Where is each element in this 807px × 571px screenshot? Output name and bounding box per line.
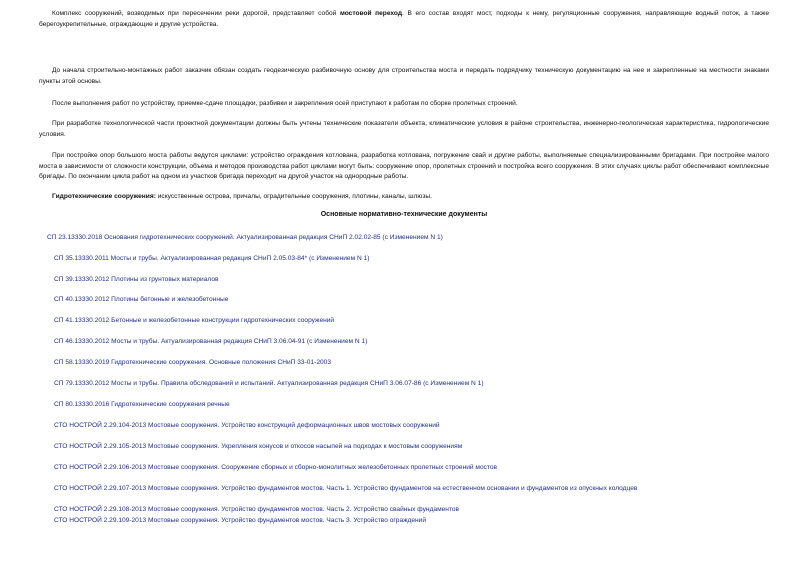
document-link[interactable]: СП 58.13330.2019 Гидротехнические сооружения. Основные положения СНиП 33-01-2003 bbox=[54, 359, 331, 366]
bold-term: Гидротехнические сооружения: bbox=[52, 193, 156, 200]
paragraph-assembly: После выполнения работ по устройству, приемке-сдаче площадки, разбивки и закрепления осей приступают к работам по сборке пролетных строений. bbox=[52, 100, 518, 107]
document-link[interactable]: СТО НОСТРОЙ 2.29.104-2013 Мостовые сооружения. Устройство конструкций деформационных швов мостовых сооружений bbox=[54, 422, 440, 429]
document-link[interactable]: СТО НОСТРОЙ 2.29.108-2013 Мостовые сооружения. Устройство фундаментов мостов. Часть 2. Устройство свайных фундаментов bbox=[54, 506, 460, 513]
document-link[interactable]: СП 40.13330.2012 Плотины бетонные и железобетонные bbox=[54, 296, 229, 303]
paragraph-text: Комплекс сооружений, возводимых при пересечении реки дорогой, представляет собой bbox=[52, 10, 340, 17]
paragraph-geodetic: До начала строительно-монтажных работ заказчик обязан создать геодезическую разбивочную основу для строительства моста и передать подрядчику техническую документацию на нее и закрепленные на местности знаками пункты этой основы. bbox=[39, 67, 769, 85]
document-link[interactable]: СТО НОСТРОЙ 2.29.105-2013 Мостовые сооружения. Укрепления конусов и откосов насыпей на подходах к мостовым сооружениям bbox=[54, 443, 463, 450]
document-link[interactable]: СП 79.13330.2012 Мосты и трубы. Правила обследований и испытаний. Актуализированная редакция СНиП 3.06.07-86 (с Изменением N 1) bbox=[54, 380, 484, 387]
document-link[interactable]: СП 41.13330.2012 Бетонные и железобетонные конструкции гидротехнических сооружений bbox=[54, 317, 335, 324]
document-link[interactable]: СП 23.13330.2018 Основания гидротехнических сооружений. Актуализированная редакция СНиП 2.02.02-85 (с Изменением N 1) bbox=[47, 234, 443, 241]
paragraph-text: . В его состав входят мост, подходы к нему, регуляционные сооружения, направляющие водный поток, а также берегоукрепительные, ограждающие и другие устройства. bbox=[39, 10, 769, 28]
paragraph-design: При разработке технологической части проектной документации должны быть учтены технические показатели объекта, климатические условия в районе строительства, инженерно-геологическая характеристика, гидрологические условия. bbox=[39, 120, 769, 138]
document-link[interactable]: СП 80.13330.2016 Гидротехнические сооружения речные bbox=[54, 401, 230, 408]
document-link[interactable]: СТО НОСТРОЙ 2.29.106-2013 Мостовые сооружения. Сооружение сборных и сборно-монолитных железобетонных пролетных строений мостов bbox=[54, 464, 498, 471]
document-link[interactable]: СТО НОСТРОЙ 2.29.107-2013 Мостовые сооружения. Устройство фундаментов мостов. Часть 1. Устройство фундаментов на естественном основании и фундаментов из опускных колодцев bbox=[54, 485, 638, 492]
paragraph-hydro bbox=[39, 192, 769, 203]
paragraph-bridge-crossing bbox=[39, 9, 769, 30]
paragraph-cycles: При постройке опор большого моста работы ведутся циклами: устройство ограждения котлована, разработка котлована, погружение свай и другие работы, выполняемые специализированными бригадами. При постройке малого моста в зависимости от сложности конструкции, объема и методов производства работ циклами могут быть: сооружение опор, пролетных строений и постройка всего сооружения. В этих случаях циклы работ обеспечивают комплексные бригады. По окончании цикла работ на одном из участков бригада переходит на другой участок на однородные работы. bbox=[39, 152, 769, 181]
document-link[interactable]: СП 39.13330.2012 Плотины из грунтовых материалов bbox=[54, 276, 219, 283]
document-link[interactable]: СП 46.13330.2012 Мосты и трубы. Актуализированная редакция СНиП 3.06.04-91 (с Изменением N 1) bbox=[54, 338, 368, 345]
section-title: Основные нормативно-технические документы bbox=[320, 211, 488, 218]
document-link[interactable]: СТО НОСТРОЙ 2.29.109-2013 Мостовые сооружения. Устройство фундаментов мостов. Часть 3. Устройство ограждений bbox=[54, 517, 427, 524]
bold-term: мостовой переход bbox=[339, 10, 403, 17]
paragraph-text: искусственные острова, причалы, оградительные сооружения, плотины, каналы, шлюзы. bbox=[155, 193, 432, 200]
document-link[interactable]: СП 35.13330.2011 Мосты и трубы. Актуализированная редакция СНиП 2.05.03-84* (с Изменением N 1) bbox=[54, 255, 370, 262]
